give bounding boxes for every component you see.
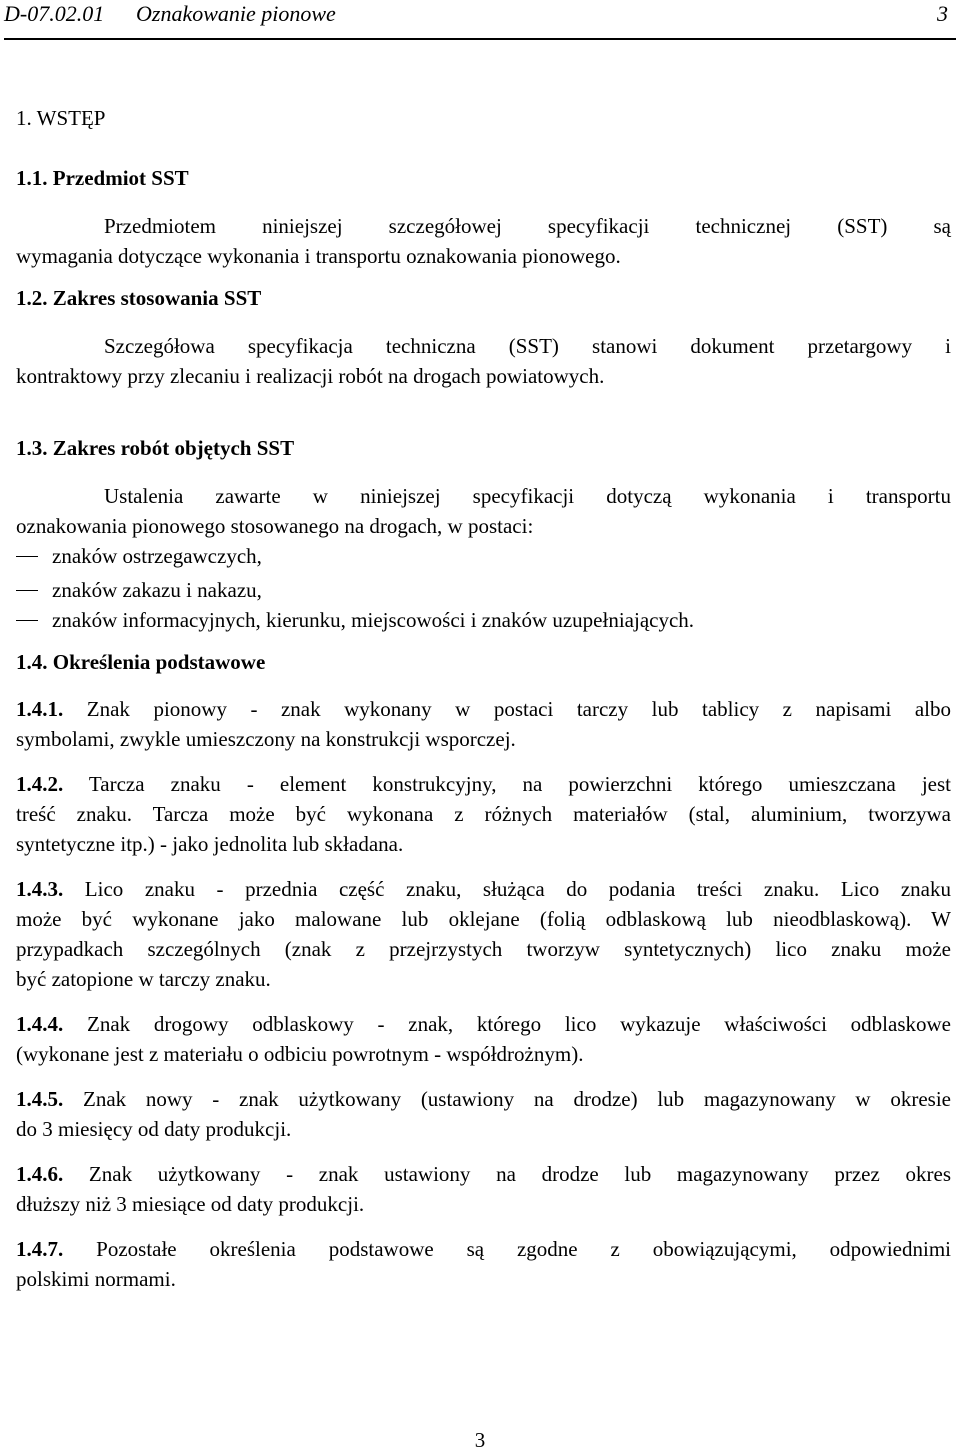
definition-number: 1.4.7. bbox=[16, 1237, 64, 1261]
definition-text: Tarcza znaku - element konstrukcyjny, na powierzchni którego umieszczana jest bbox=[63, 772, 951, 796]
paragraph-line: wymagania dotyczące wykonania i transportu oznakowania pionowego. bbox=[16, 244, 621, 268]
paragraph-line: Szczegółowa specyfikacja techniczna (SST) stanowi dokument przetargowy i bbox=[104, 334, 951, 358]
section-heading-1-2: 1.2. Zakres stosowania SST bbox=[16, 286, 262, 310]
section-1-1-paragraph bbox=[16, 211, 951, 271]
list-item-text: znaków ostrzegawczych, bbox=[52, 544, 262, 568]
paragraph-line: Przedmiotem niniejszej szczegółowej specyfikacji technicznej (SST) są bbox=[104, 214, 951, 238]
header-page-number: 3 bbox=[937, 1, 948, 26]
definition-number: 1.4.5. bbox=[16, 1087, 64, 1111]
definition-1-4-4 bbox=[16, 1009, 951, 1069]
definition-1-4-1 bbox=[16, 694, 951, 754]
definition-text: do 3 miesięcy od daty produkcji. bbox=[16, 1117, 292, 1141]
definition-number: 1.4.1. bbox=[16, 697, 64, 721]
section-heading-1-1: 1.1. Przedmiot SST bbox=[16, 166, 189, 190]
definition-text: Lico znaku - przednia część znaku, służąca do podania treści znaku. Lico znaku bbox=[63, 877, 951, 901]
running-header bbox=[4, 0, 956, 36]
section-1-2-paragraph bbox=[16, 331, 951, 391]
footer-page-number: 3 bbox=[474, 1428, 486, 1452]
definition-number: 1.4.2. bbox=[16, 772, 64, 796]
list-item-text: znaków informacyjnych, kierunku, miejscowości i znaków uzupełniających. bbox=[52, 608, 695, 632]
definition-text: Znak użytkowany - znak ustawiony na drodze lub magazynowany przez okres bbox=[63, 1162, 951, 1186]
definition-text: symbolami, zwykle umieszczony na konstrukcji wsporczej. bbox=[16, 727, 516, 751]
definition-number: 1.4.4. bbox=[16, 1012, 64, 1036]
definition-1-4-5 bbox=[16, 1084, 951, 1144]
chapter-heading: 1. WSTĘP bbox=[16, 106, 106, 130]
definition-text: (wykonane jest z materiału o odbiciu powrotnym - współdrożnym). bbox=[16, 1042, 584, 1066]
dash-bullet-icon bbox=[16, 590, 38, 591]
definition-text: Pozostałe określenia podstawowe są zgodne z obowiązującymi, odpowiednimi bbox=[63, 1237, 951, 1261]
definition-text: polskimi normami. bbox=[16, 1267, 176, 1291]
definition-text: może być wykonane jako malowane lub oklejane (folią odblaskową lub nieodblaskową). W bbox=[16, 907, 951, 931]
definition-text: Znak nowy - znak użytkowany (ustawiony na drodze) lub magazynowany w okresie bbox=[63, 1087, 951, 1111]
document-code: D-07.02.01 bbox=[4, 1, 105, 26]
paragraph-line: kontraktowy przy zlecaniu i realizacji robót na drogach powiatowych. bbox=[16, 364, 605, 388]
paragraph-line: oznakowania pionowego stosowanego na drogach, w postaci: bbox=[16, 514, 534, 538]
header-rule bbox=[4, 38, 956, 40]
dash-bullet-icon bbox=[16, 620, 38, 621]
paragraph-line: Ustalenia zawarte w niniejszej specyfikacji dotyczą wykonania i transportu bbox=[104, 484, 951, 508]
definition-text: treść znaku. Tarcza może być wykonana z różnych materiałów (stal, aluminium, tworzywa bbox=[16, 802, 951, 826]
definition-text: Znak pionowy - znak wykonany w postaci tarczy lub tablicy z napisami albo bbox=[63, 697, 951, 721]
dash-bullet-icon bbox=[16, 556, 38, 557]
definition-1-4-7 bbox=[16, 1234, 951, 1294]
list-item bbox=[16, 575, 262, 605]
list-item bbox=[16, 605, 694, 635]
definition-text: Znak drogowy odblaskowy - znak, którego lico wykazuje właściwości odblaskowe bbox=[63, 1012, 951, 1036]
definition-text: syntetyczne itp.) - jako jednolita lub składana. bbox=[16, 832, 404, 856]
section-heading-1-4: 1.4. Określenia podstawowe bbox=[16, 650, 266, 674]
definition-text: dłuższy niż 3 miesiące od daty produkcji. bbox=[16, 1192, 365, 1216]
definition-number: 1.4.3. bbox=[16, 877, 64, 901]
definition-1-4-2 bbox=[16, 769, 951, 859]
definition-1-4-6 bbox=[16, 1159, 951, 1219]
section-heading-1-3: 1.3. Zakres robót objętych SST bbox=[16, 436, 295, 460]
definition-text: być zatopione w tarczy znaku. bbox=[16, 967, 271, 991]
definition-text: przypadkach szczególnych (znak z przejrzystych tworzyw syntetycznych) lico znaku może bbox=[16, 937, 951, 961]
list-item bbox=[16, 541, 262, 571]
definition-1-4-3 bbox=[16, 874, 951, 994]
definition-number: 1.4.6. bbox=[16, 1162, 64, 1186]
section-1-3-paragraph bbox=[16, 481, 951, 541]
list-item-text: znaków zakazu i nakazu, bbox=[52, 578, 262, 602]
document-title: Oznakowanie pionowe bbox=[136, 1, 336, 26]
